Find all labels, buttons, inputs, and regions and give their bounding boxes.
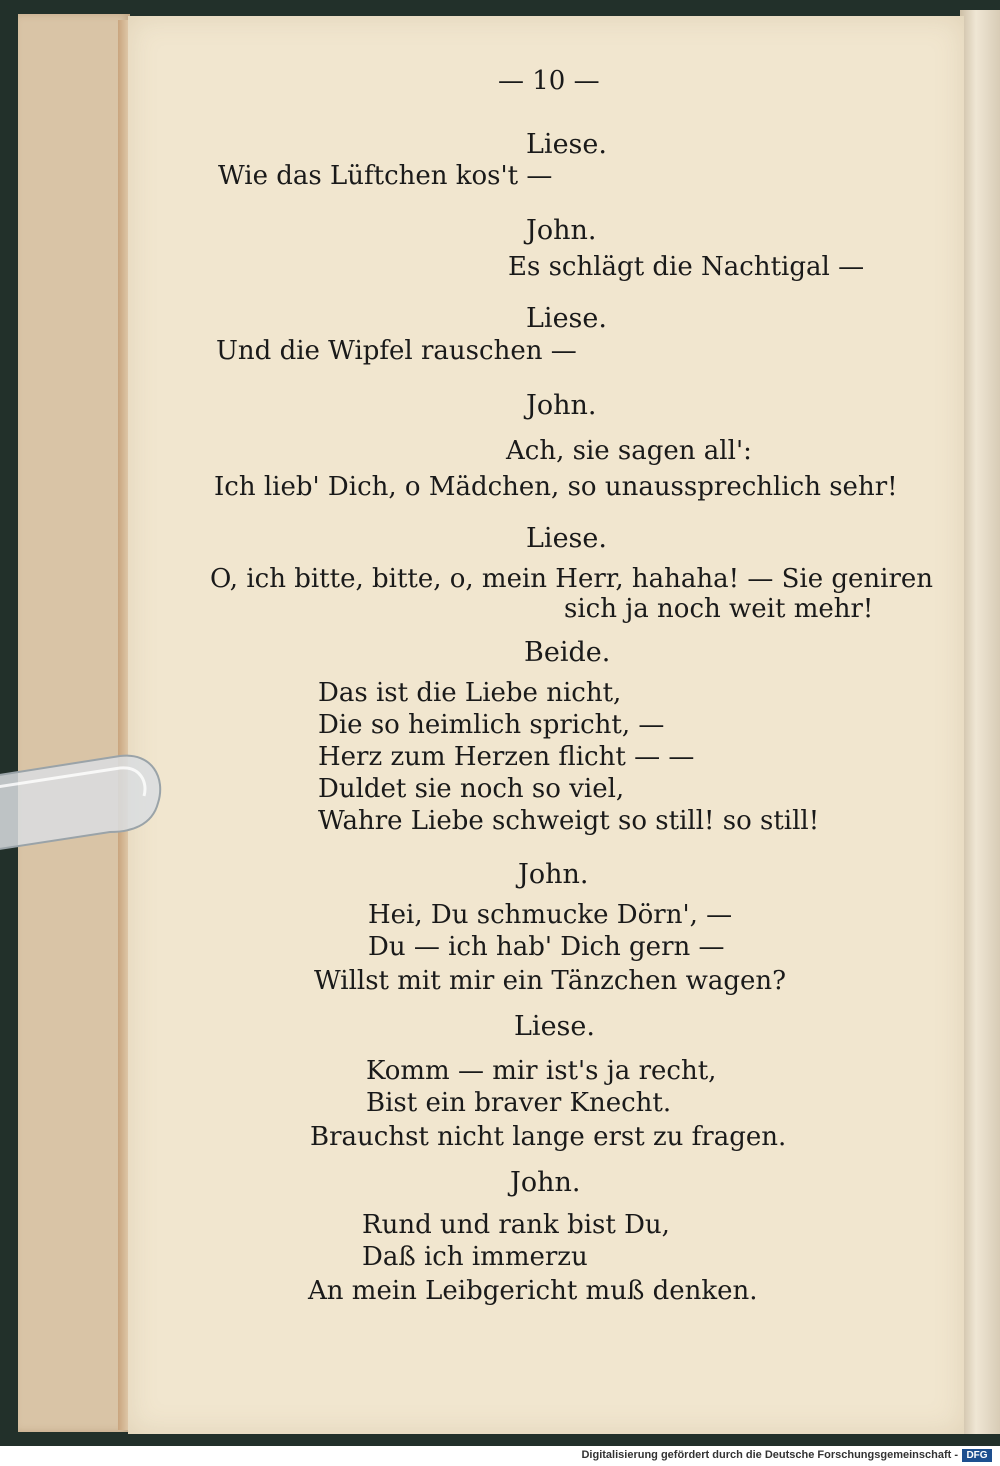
- left-page-edge: [18, 14, 130, 1432]
- verse-line: Duldet sie noch so viel,: [318, 774, 625, 804]
- right-page-edge: [960, 10, 1000, 1434]
- speaker-line: Liese.: [526, 303, 607, 334]
- verse-line: Wahre Liebe schweigt so still! so still!: [318, 806, 820, 836]
- speaker-line: Liese.: [526, 129, 607, 160]
- verse-line: Das ist die Liebe nicht,: [318, 678, 622, 708]
- verse-line: Brauchst nicht lange erst zu fragen.: [310, 1122, 787, 1152]
- speaker-line: John.: [526, 215, 597, 246]
- verse-line: Du — ich hab' Dich gern —: [368, 932, 725, 962]
- verse-line: Die so heimlich spricht, —: [318, 710, 665, 740]
- page-number: — 10 —: [498, 66, 600, 96]
- verse-line: Komm — mir ist's ja recht,: [366, 1056, 717, 1086]
- dfg-logo: DFG: [962, 1449, 992, 1462]
- funding-credit: Digitalisierung gefördert durch die Deutsche Forschungsgemeinschaft -: [581, 1449, 958, 1461]
- plastic-clip: [0, 748, 170, 858]
- speaker-line: Beide.: [524, 637, 611, 668]
- verse-line: Herz zum Herzen flicht — —: [318, 742, 695, 772]
- speaker-line: Liese.: [514, 1011, 595, 1042]
- verse-line: Ach, sie sagen all':: [506, 436, 752, 466]
- verse-line: Ich lieb' Dich, o Mädchen, so unaussprechlich sehr!: [214, 472, 898, 502]
- speaker-line: Liese.: [526, 523, 607, 554]
- verse-line: Bist ein braver Knecht.: [366, 1088, 672, 1118]
- verse-line: O, ich bitte, bitte, o, mein Herr, hahaha! — Sie geniren: [210, 564, 934, 594]
- verse-line: An mein Leibgericht muß denken.: [308, 1276, 758, 1306]
- speaker-line: John.: [510, 1167, 581, 1198]
- verse-line: Rund und rank bist Du,: [362, 1210, 670, 1240]
- verse-line: Hei, Du schmucke Dörn', —: [368, 900, 733, 930]
- verse-line: Und die Wipfel rauschen —: [216, 336, 577, 366]
- verse-line: Es schlägt die Nachtigal —: [508, 252, 865, 282]
- book-page: [128, 16, 964, 1434]
- verse-line: Wie das Lüftchen kos't —: [218, 161, 553, 191]
- verse-line: Daß ich immerzu: [362, 1242, 588, 1272]
- verse-line: sich ja noch weit mehr!: [564, 594, 874, 624]
- speaker-line: John.: [518, 859, 589, 890]
- footer-bar: [0, 1446, 1000, 1466]
- speaker-line: John.: [526, 390, 597, 421]
- verse-line: Willst mit mir ein Tänzchen wagen?: [314, 966, 787, 996]
